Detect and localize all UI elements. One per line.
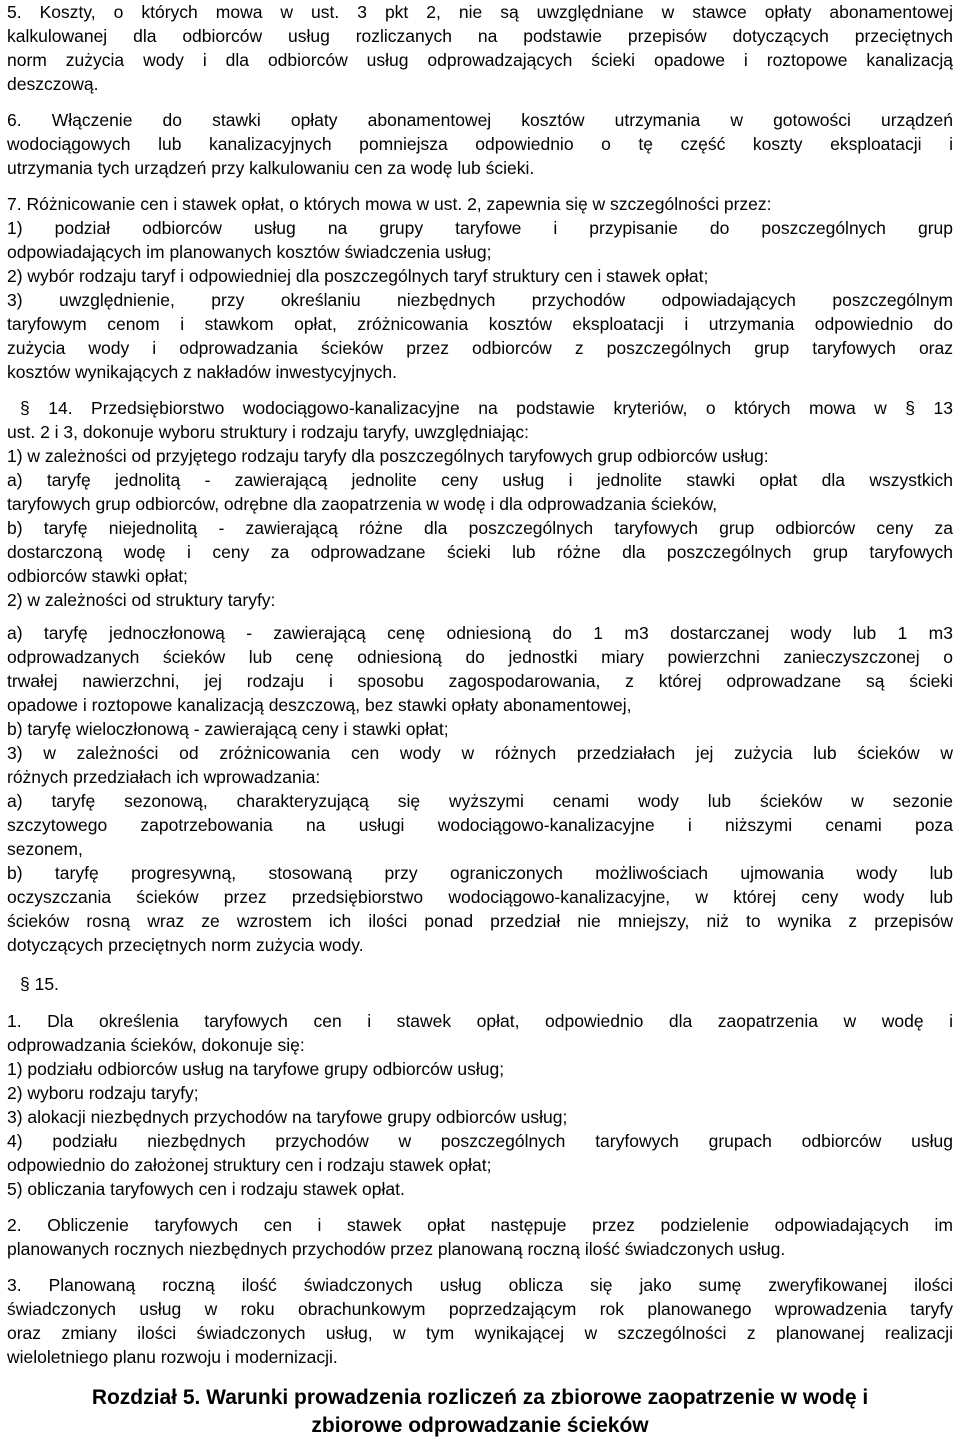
text-line: wieloletniego planu rozwoju i modernizacji. (7, 1347, 338, 1367)
text-line: b) taryfę wieloczłonową - zawierającą ceny i stawki opłat; (7, 719, 449, 739)
text-line: odpowiednio do założonej struktury cen i rodzaju stawek opłat; (7, 1155, 492, 1175)
text-line: 1. Dla określenia taryfowych cen i stawek opłat, odpowiednio dla zaopatrzenia w wodę i (7, 1011, 953, 1031)
text-line: ścieków rosną wraz ze wzrostem ich ilości ponad przedział nie mniejszy, niż to wynika z przepisów (7, 911, 953, 931)
text-line: a) taryfę sezonową, charakteryzującą się wyższymi cenami wody lub ścieków w sezonie (7, 791, 953, 811)
text-line: 6. Włączenie do stawki opłaty abonamentowej kosztów utrzymania w gotowości urządzeń (7, 110, 953, 130)
text-line: odpowiadających im planowanych kosztów świadczenia usług; (7, 242, 492, 262)
text-line: 2) wyboru rodzaju taryfy; (7, 1083, 199, 1103)
text-line: 3) uwzględnienie, przy określaniu niezbędnych przychodów odpowiadających poszczególnym (7, 290, 953, 310)
text-line: a) taryfę jednolitą - zawierającą jednolite ceny usług i jednolite stawki opłat dla wszystkich (7, 470, 953, 490)
text-line: planowanych rocznych niezbędnych przychodów przez planowaną roczną ilość świadczonych usług. (7, 1239, 786, 1259)
text-line: a) taryfę jednoczłonową - zawierającą cenę odniesioną do 1 m3 dostarczanej wody lub 1 m3 (7, 623, 953, 643)
text-line: sezonem, (7, 839, 83, 859)
chapter-heading: Rozdział 5. Warunki prowadzenia rozliczeń za zbiorowe zaopatrzenie w wodę i (91, 1386, 869, 1409)
text-line: 4) podziału niezbędnych przychodów w poszczególnych taryfowych grupach odbiorców usług (7, 1131, 953, 1151)
text-line: deszczową. (7, 74, 99, 94)
text-line: b) taryfę progresywną, stosowaną przy ograniczonych możliwościach ujmowania wody lub (7, 863, 953, 883)
text-line: szczytowego zapotrzebowania na usługi wodociągowo-kanalizacyjne i niższymi cenami poza (7, 815, 953, 835)
text-line: odprowadzanych ścieków lub cenę odniesioną do jednostki miary powierzchni zanieczyszczonej o (7, 647, 953, 667)
text-line: 3) alokacji niezbędnych przychodów na taryfowe grupy odbiorców usług; (7, 1107, 568, 1127)
text-line: oraz zmiany ilości świadczonych usług, w tym wynikającej w szczególności z planowanej realizacji (7, 1323, 953, 1343)
text-line: 2) w zależności od struktury taryfy: (7, 590, 276, 610)
text-line: 5) obliczania taryfowych cen i rodzaju stawek opłat. (7, 1179, 405, 1199)
section-15-heading: § 15. (20, 974, 59, 994)
text-line: kosztów wynikających z nakładów inwestycyjnych. (7, 362, 398, 382)
text-line: 2. Obliczenie taryfowych cen i stawek opłat następuje przez podzielenie odpowiadających im (7, 1215, 953, 1235)
text-line: świadczonych usług w roku obrachunkowym poprzedzającym rok planowanego wprowadzenia taryfy (7, 1299, 953, 1319)
section-14-heading: § 14. Przedsiębiorstwo wodociągowo-kanalizacyjne na podstawie kryteriów, o których mowa w § 13 (20, 398, 953, 418)
text-line: oczyszczania ścieków przez przedsiębiorstwo wodociągowo-kanalizacyjne, w której ceny wody lub (7, 887, 953, 907)
text-line: dostarczoną wodę i ceny za odprowadzane ścieki lub różne dla poszczególnych grup taryfowych (7, 542, 953, 562)
text-line: różnych przedziałach ich wprowadzania: (7, 767, 321, 787)
text-line: 1) w zależności od przyjętego rodzaju taryfy dla poszczególnych taryfowych grup odbiorców usług: (7, 446, 769, 466)
text-line: dotyczących przeciętnych norm zużycia wody. (7, 935, 364, 955)
text-line: utrzymania tych urządzeń przy kalkulowaniu cen za wodę lub ścieki. (7, 158, 535, 178)
text-line: norm zużycia wody i dla odbiorców usług odprowadzających ścieki opadowe i roztopowe kanalizacją (7, 50, 953, 70)
text-line: 5. Koszty, o których mowa w ust. 3 pkt 2, nie są uwzględniane w stawce opłaty abonamentowej (7, 2, 953, 22)
text-line: 1) podział odbiorców usług na grupy taryfowe i przypisanie do poszczególnych grup (7, 218, 953, 238)
text-line: taryfowym cenom i stawkom opłat, zróżnicowania kosztów eksploatacji i utrzymania odpowiednio do (7, 314, 953, 334)
text-line: odbiorców stawki opłat; (7, 566, 188, 586)
text-line: odprowadzania ścieków, dokonuje się: (7, 1035, 305, 1055)
text-line: 2) wybór rodzaju taryf i odpowiedniej dla poszczególnych taryf struktury cen i stawek opłat; (7, 266, 709, 286)
text-line: trwałej nawierzchni, jej rodzaju i sposobu zagospodarowania, z której odprowadzane są ścieki (7, 671, 953, 691)
text-line: 1) podziału odbiorców usług na taryfowe grupy odbiorców usług; (7, 1059, 505, 1079)
text-line: 3) w zależności od zróżnicowania cen wody w różnych przedziałach jej zużycia lub ścieków w (7, 743, 953, 763)
text-line: zużycia wody i odprowadzania ścieków przez odbiorców z poszczególnych grup taryfowych oraz (7, 338, 953, 358)
text-line: ust. 2 i 3, dokonuje wyboru struktury i rodzaju taryfy, uwzględniając: (7, 422, 530, 442)
chapter-heading-continued: zbiorowe odprowadzanie ścieków (311, 1414, 649, 1437)
text-line: 3. Planowaną roczną ilość świadczonych usług oblicza się jako sumę zweryfikowanej ilości (7, 1275, 953, 1295)
text-line: 7. Różnicowanie cen i stawek opłat, o których mowa w ust. 2, zapewnia się w szczególności przez: (7, 194, 772, 214)
text-line: opadowe i roztopowe kanalizacją deszczową, bez stawki opłaty abonamentowej, (7, 695, 632, 715)
text-line: b) taryfę niejednolitą - zawierającą różne dla poszczególnych taryfowych grup odbiorców ceny za (7, 518, 953, 538)
text-line: kalkulowanej dla odbiorców usług rozliczanych na podstawie przepisów dotyczących przeciętnych (7, 26, 953, 46)
text-line: taryfowych grup odbiorców, odrębne dla zaopatrzenia w wodę i dla odprowadzania ścieków, (7, 494, 718, 514)
text-line: wodociągowych lub kanalizacyjnych pomniejsza odpowiednio o tę część koszty eksploatacji i (7, 134, 953, 154)
